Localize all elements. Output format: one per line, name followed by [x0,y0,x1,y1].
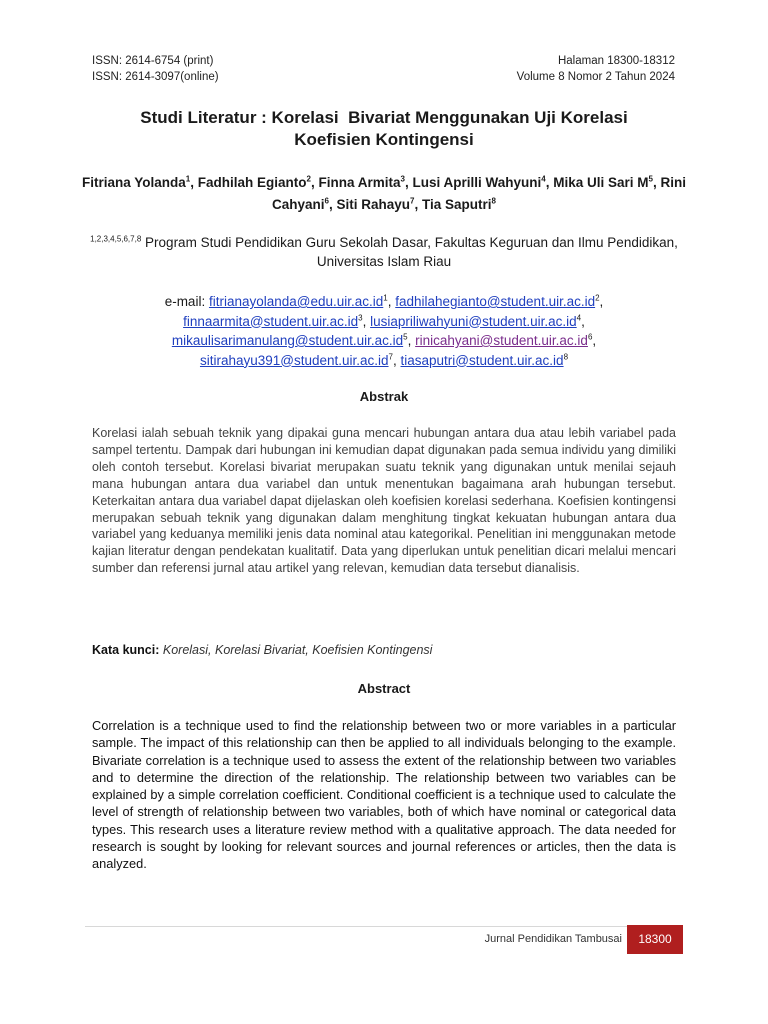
issn-online: ISSN: 2614-3097(online) [92,71,219,83]
affiliation-sup: 1,2,3,4,5,6,7,8 [90,234,142,244]
author: Siti Rahayu$^7$ [336,196,415,212]
author: Fadhilah Egianto$^2$ [197,174,311,190]
paper-title [60,107,708,151]
email-link[interactable]: lusiapriliwahyuni@student.uir.ac.id [370,313,577,329]
page-range: Halaman 18300-18312 [557,55,675,67]
footer-page-number: 18300 [627,925,683,954]
author: Rini Cahyani$^6$ [272,175,686,212]
abstrak-body: Korelasi ialah sebuah teknik yang dipakai guna mencari hubungan antara dua atau lebih variabel pada sampel tertentu. Dampak dari hubungan ini kemudian dapat digunakan pada semua individu yang dimiliki oleh contoh tersebut. Korelasi bivariat merupakan suatu teknik yang digunakan untuk menilai sejauh mana hubungan antara dua variabel dan untuk menentukan bagaimana arah hubungan tersebut. Keterkaitan antara dua variabel dapat dijelaskan oleh koefisien korelasi sederhana. Koefisien kontingensi merupakan sebuah teknik yang digunakan dalam menghitung tingkat kekuatan hubungan antara dua variabel yang keduanya memiliki jenis data nominal atau kategorikal. Penelitian ini menggunakan metode kajian literatur dengan pendekatan kualitatif. Data yang diperlukan untuk penelitian dicari melalui mencari sumber dan referensi jurnal atau artikel yang relevan, kemudian data tersebut dianalisis. [92,426,676,576]
author-list: Fitriana Yolanda$^1$, Fadhilah Egianto$^2$, Finna Armita$^3$, Lusi Aprilli Wahyuni$^4$, Mika Uli Sari $M^5$, Rini Cahyani$^6$, Siti Rahayu$^7$, Tia Saputri$^8$ [82,174,686,212]
issn-block [92,53,219,85]
author: Finna Armita$^3$ [318,174,405,190]
keywords-text: Korelasi, Korelasi Bivariat, Koefisien Kontingensi [162,643,433,657]
title-line-1: Studi Literatur : Korelasi Bivariat Menggunakan Uji Korelasi [140,108,628,127]
email-link[interactable]: rinicahyani@student.uir.ac.id [415,333,588,348]
email-link[interactable]: sitirahayu391@student.uir.ac.id [199,352,389,368]
author: Mika Uli Sari $M^5$ [553,174,653,190]
author: Fitriana Yolanda$^1$ [82,174,191,190]
title-line-2: Koefisien Kontingensi [294,130,474,149]
abstrak-heading: Abstrak [359,389,409,404]
email-link[interactable]: fitrianayolanda@edu.uir.ac.id [208,294,384,309]
affiliation-text: Program Studi Pendidikan Guru Sekolah Dasar, Fakultas Keguruan dan Ilmu Pendidikan, Universitas Islam Riau [145,235,678,269]
email-label: e-mail: [164,294,209,309]
keywords [92,643,432,657]
footer-journal-name: Jurnal Pendidikan Tambusai [484,933,622,945]
email-link[interactable]: mikaulisarimanulang@student.uir.ac.id [171,333,404,348]
author: Tia Saputri$^8$ [422,196,496,212]
email-link[interactable]: finnaarmita@student.uir.ac.id [183,313,359,329]
keywords-label: Kata kunci: [92,643,160,657]
abstract-heading: Abstract [357,681,411,696]
abstract-body: Correlation is a technique used to find the relationship between two or more variables in a particular sample. The impact of this relationship can then be applied to all individuals belonging to the example. Bivariate correlation is a technique used to assess the extent of the relationship between two variables and to determine the direction of the relationship. The relationship between two variables can be explained by a simple correlation coefficient. Conditional coefficient is a technique used to calculate the level of strength of relationship between two variables, both of which have nominal or categorical data types. This research uses a literature review method with a qualitative approach. The data needed for research is sought by looking for relevant sources and journal references or articles, then the data is analyzed. [92,718,676,872]
issn-print: ISSN: 2614-6754 (print) [92,55,214,67]
volume-info: Volume 8 Nomor 2 Tahun 2024 [516,71,675,83]
email-list: e-mail: $fitrianayolanda@edu.uir.ac.id^1$, $fadhilahegianto@student.uir.ac.id^2$, $finnaarmita@student.uir.ac.id^3$, $lusiapriliwahyuni@student.uir.ac.id^4$, $mikaulisarimanulang@student.uir.ac.id^5$, $rinicahyani@student.uir.ac.id^6$, $sitirahayu391@student.uir.ac.id^7$, $tiasaputri@student.uir.ac.id^8$ [164,293,604,368]
volume-block [517,53,675,85]
author: Lusi Aprilli Wahyuni$^4$ [412,174,546,190]
affiliation [85,233,683,271]
footer-divider [85,926,683,927]
email-link[interactable]: tiasaputri@student.uir.ac.id [400,352,564,368]
email-link[interactable]: fadhilahegianto@student.uir.ac.id [395,294,596,309]
